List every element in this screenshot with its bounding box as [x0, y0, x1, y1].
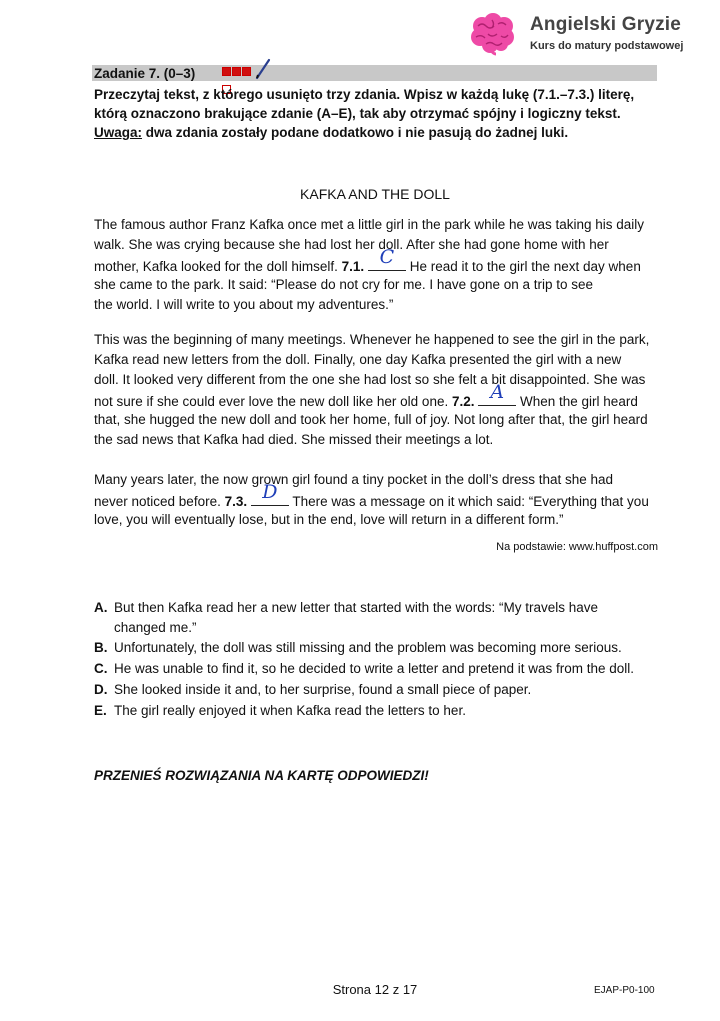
text-line: that, she hugged the new doll and took her home, full of joy. Not long after that, the girl heard	[94, 412, 648, 427]
handwritten-answer: A	[490, 381, 505, 403]
option-b	[94, 638, 664, 658]
story-paragraph-1	[94, 215, 664, 315]
text-line: she came to the park. It said: “Please do not cry for me. I have gone on a trip to see	[94, 277, 594, 292]
option-letter: B.	[94, 640, 108, 655]
score-box	[222, 67, 231, 76]
option-letter: D.	[94, 682, 108, 697]
instruction-line-2: którą oznaczono brakujące zdanie (A–E), tak aby otrzymać spójny i logiczny tekst.	[94, 106, 621, 121]
answer-blank-7-2[interactable]	[478, 381, 516, 406]
option-a	[94, 598, 664, 638]
text-line-with-gap: mother, Kafka looked for the doll himself. 7.1. C He read it to the girl the next day when	[94, 246, 641, 274]
pen-icon	[254, 58, 272, 80]
text-line: the world. I will write to you about my adventures.”	[94, 297, 394, 312]
option-text: Unfortunately, the doll was still missing and the problem was becoming more serious.	[114, 640, 622, 655]
text-line: walk. She was crying because she had lost her doll. After she had gone home with her	[94, 237, 609, 252]
option-letter: C.	[94, 661, 108, 676]
gap-number-7-1: 7.1.	[341, 259, 365, 274]
option-c	[94, 659, 664, 679]
instruction-note	[94, 123, 568, 142]
note-text: dwa zdania zostały podane dodatkowo i nie pasują do żadnej luki.	[142, 125, 569, 140]
text-line: Kafka read new letters from the doll. Finally, one day Kafka presented the girl with a new	[94, 352, 622, 367]
option-text-continued: changed me.”	[114, 620, 197, 635]
text-line: love, you will eventually lose, but in the end, love will return in a different form.”	[94, 512, 564, 527]
task-title: Zadanie 7. (0–3)	[94, 66, 196, 81]
option-e	[94, 701, 664, 721]
text-line: doll. It looked very different from the one she had lost so she felt a bit disappointed. She was	[94, 372, 646, 387]
score-box	[242, 67, 251, 76]
option-text: But then Kafka read her a new letter that started with the words: “My travels have	[114, 600, 598, 615]
text-line: This was the beginning of many meetings. Whenever he happened to see the girl in the park,	[94, 332, 650, 347]
instruction-line-1: Przeczytaj tekst, z którego usunięto trzy zdania. Wpisz w każdą lukę (7.1.–7.3.) literę,	[94, 87, 635, 102]
handwritten-answer: D	[262, 481, 278, 503]
brain-icon	[470, 12, 516, 56]
gap-number-7-3: 7.3.	[224, 494, 248, 509]
option-text: He was unable to find it, so he decided to write a letter and pretend it was from the doll.	[114, 661, 635, 676]
option-letter: A.	[94, 600, 108, 615]
brand-logo	[470, 12, 700, 58]
brand-subtitle: Kurs do matury podstawowej	[530, 40, 684, 52]
text-line-with-gap: never noticed before. 7.3. D There was a message on it which said: “Everything that you	[94, 481, 649, 509]
text-line-with-gap: not sure if she could ever love the new doll like her old one. 7.2. A When the girl heard	[94, 381, 638, 409]
brand-name: Angielski Gryzie	[530, 14, 682, 35]
answer-blank-7-3[interactable]	[251, 481, 289, 506]
note-label: Uwaga:	[94, 125, 143, 140]
option-text: The girl really enjoyed it when Kafka read the letters to her.	[114, 703, 466, 718]
story-paragraph-3	[94, 470, 664, 530]
source-citation: Na podstawie: www.huffpost.com	[496, 541, 658, 553]
page-number: Strona 12 z 17	[332, 982, 418, 997]
text-line: Many years later, the now grown girl found a tiny pocket in the doll’s dress that she had	[94, 472, 614, 487]
text-line: the sad news that Kafka had died. She missed their meetings a lot.	[94, 432, 494, 447]
text-line: The famous author Franz Kafka once met a little girl in the park while he was taking his daily	[94, 217, 645, 232]
story-paragraph-2	[94, 330, 664, 450]
option-d	[94, 680, 664, 700]
option-letter: E.	[94, 703, 107, 718]
option-text: She looked inside it and, to her surprise, found a small piece of paper.	[114, 682, 532, 697]
document-code: EJAP-P0-100	[594, 985, 655, 996]
gap-number-7-2: 7.2.	[451, 394, 475, 409]
story-title: KAFKA AND THE DOLL	[300, 186, 450, 202]
transfer-note: PRZENIEŚ ROZWIĄZANIA NA KARTĘ ODPOWIEDZI!	[94, 768, 429, 783]
answer-blank-7-1[interactable]	[368, 246, 406, 271]
handwritten-answer: C	[379, 246, 395, 268]
score-box	[232, 67, 241, 76]
